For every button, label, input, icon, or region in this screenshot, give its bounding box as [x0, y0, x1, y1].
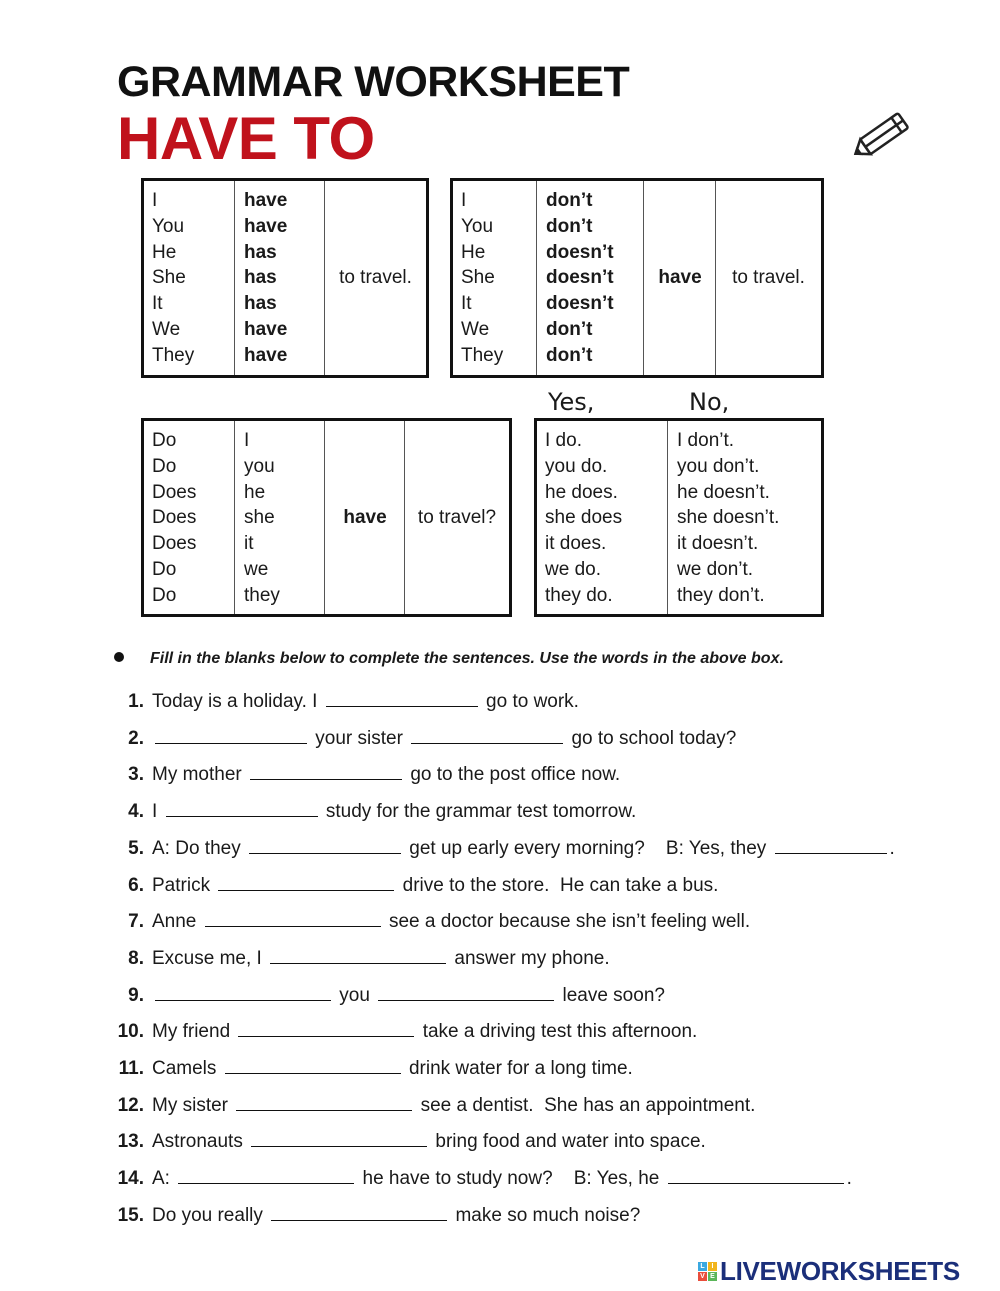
- question-7: 7. Anne see a doctor because she isn’t feeling well.: [110, 908, 750, 933]
- answer-blank[interactable]: [326, 688, 478, 707]
- question-6: 6. Patrick drive to the store. He can take a bus.: [110, 872, 718, 897]
- question-ending: to travel?: [417, 506, 497, 528]
- answer-blank[interactable]: [236, 1092, 412, 1111]
- question-14: 14. A: he have to study now? B: Yes, he .: [110, 1165, 852, 1190]
- answer-blank[interactable]: [225, 1055, 401, 1074]
- affirmative-ending: to travel.: [339, 267, 412, 288]
- question-15: 15. Do you really make so much noise?: [110, 1202, 640, 1227]
- negative-auxiliaries: don’t don’t doesn’t doesn’t doesn’t don’t don’t: [546, 190, 614, 366]
- negative-subjects: I You He She It We They: [461, 190, 504, 366]
- affirmative-subjects: I You He She It We They: [152, 190, 195, 366]
- worksheet-subtitle: HAVE TO: [117, 105, 375, 172]
- question-3: 3. My mother go to the post office now.: [110, 761, 620, 786]
- answer-blank[interactable]: [270, 945, 446, 964]
- question-verb: have: [343, 506, 387, 528]
- answer-blank[interactable]: [668, 1165, 844, 1184]
- worksheet-title: GRAMMAR WORKSHEET: [117, 58, 630, 106]
- answer-blank[interactable]: [249, 835, 401, 854]
- question-12: 12. My sister see a dentist. She has an appointment.: [110, 1092, 755, 1117]
- answer-blank[interactable]: [775, 835, 887, 854]
- answer-blank[interactable]: [205, 908, 381, 927]
- affirmative-table: [141, 178, 429, 378]
- brand-name: LIVEWORKSHEETS: [720, 1256, 960, 1286]
- question-subjects: I you he she it we they: [244, 430, 280, 606]
- answer-blank[interactable]: [378, 982, 554, 1001]
- answer-blank[interactable]: [250, 761, 402, 780]
- question-11: 11. Camels drink water for a long time.: [110, 1055, 633, 1080]
- answer-blank[interactable]: [411, 725, 563, 744]
- question-auxiliaries: Do Do Does Does Does Do Do: [152, 430, 197, 606]
- answer-blank[interactable]: [178, 1165, 354, 1184]
- question-table: [141, 418, 512, 617]
- negative-ending: to travel.: [732, 267, 805, 288]
- answer-blank[interactable]: [271, 1202, 447, 1221]
- answer-blank[interactable]: [166, 798, 318, 817]
- short-answers-table: [534, 418, 824, 617]
- question-13: 13. Astronauts bring food and water into space.: [110, 1128, 706, 1153]
- yes-answers: I do. you do. he does. she does it does. we do. they do.: [545, 430, 623, 606]
- negative-table: [450, 178, 824, 378]
- question-10: 10. My friend take a driving test this afternoon.: [110, 1018, 697, 1043]
- question-9: 9. you leave soon?: [110, 982, 665, 1007]
- no-answers: I don’t. you don’t. he doesn’t. she doesn’t. it doesn’t. we don’t. they don’t.: [677, 430, 780, 606]
- answer-blank[interactable]: [251, 1128, 427, 1147]
- question-4: 4. I study for the grammar test tomorrow.: [110, 798, 636, 823]
- question-5: 5. A: Do they get up early every morning? B: Yes, they .: [110, 835, 895, 860]
- negative-verb: have: [658, 267, 702, 288]
- answer-blank[interactable]: [218, 872, 394, 891]
- liveworksheets-logo[interactable]: [698, 1256, 960, 1287]
- no-label: No,: [689, 388, 730, 416]
- liveworksheets-logo-icon: L I V E: [698, 1262, 717, 1281]
- bullet-icon: [114, 652, 124, 662]
- question-2: 2. your sister go to school today?: [110, 725, 736, 750]
- yes-label: Yes,: [548, 388, 595, 416]
- answer-blank[interactable]: [238, 1018, 414, 1037]
- question-8: 8. Excuse me, I answer my phone.: [110, 945, 610, 970]
- affirmative-verbs: have have has has has have have: [244, 190, 288, 366]
- answer-blank[interactable]: [155, 982, 331, 1001]
- pencil-icon: [848, 105, 920, 165]
- answer-blank[interactable]: [155, 725, 307, 744]
- instructions: Fill in the blanks below to complete the sentences. Use the words in the above box.: [114, 650, 784, 668]
- question-1: 1. Today is a holiday. I go to work.: [110, 688, 579, 713]
